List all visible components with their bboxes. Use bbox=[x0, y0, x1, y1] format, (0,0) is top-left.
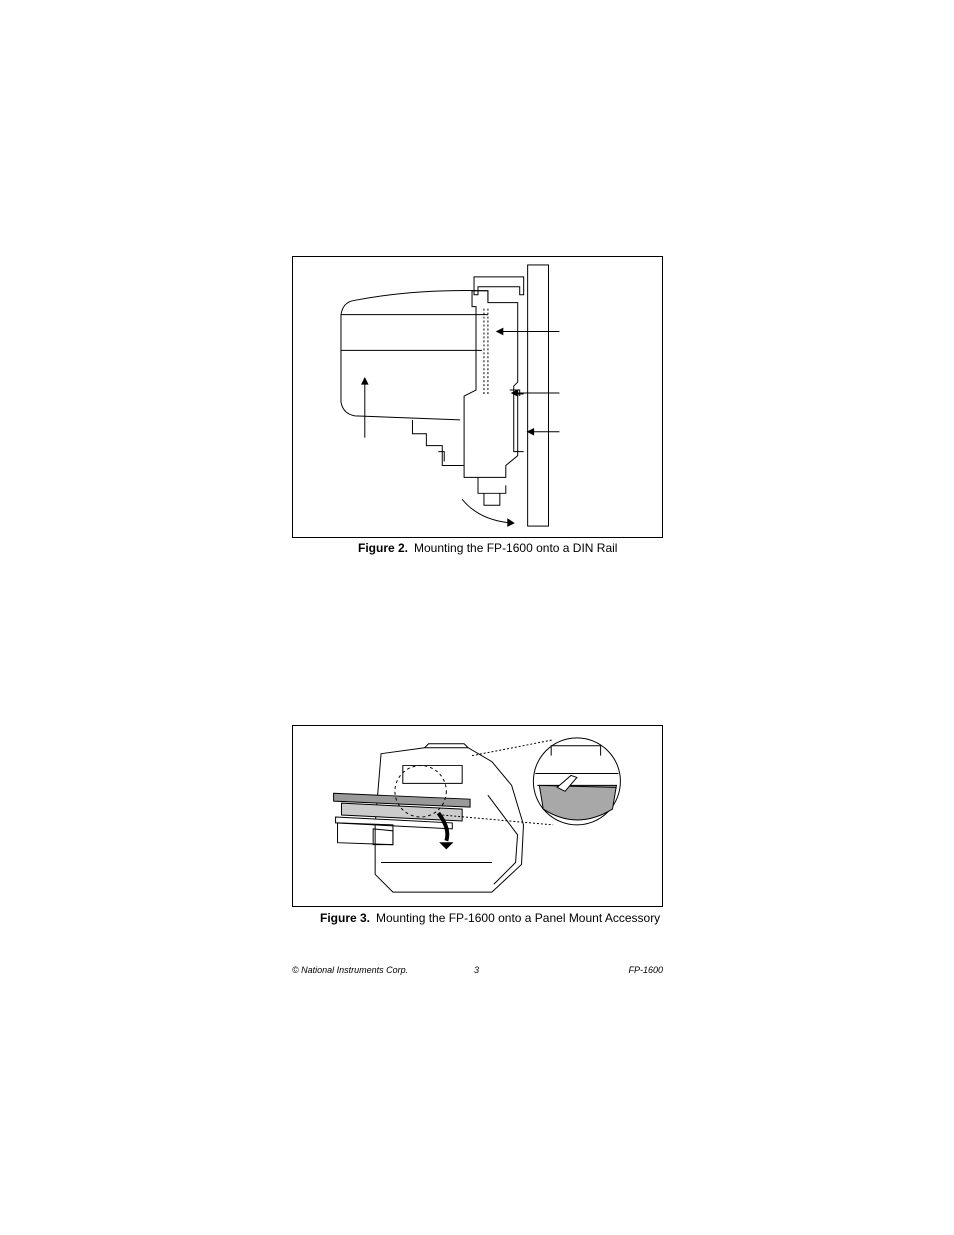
figure-2-caption bbox=[358, 541, 617, 555]
figure-2-illustration bbox=[292, 256, 663, 538]
bottom-latch bbox=[478, 477, 506, 493]
footer-page-number: 3 bbox=[474, 965, 480, 975]
din-rail-mounting-drawing bbox=[293, 257, 662, 537]
top-clip bbox=[474, 277, 524, 295]
panel-mount-drawing bbox=[293, 726, 662, 906]
module-front bbox=[341, 315, 460, 420]
figure-3-caption-text: Mounting the FP-1600 onto a Panel Mount Accessory bbox=[376, 911, 661, 925]
footer-product: FP-1600 bbox=[628, 965, 663, 975]
figure-3-illustration bbox=[292, 725, 663, 907]
figure-2-caption-text: Mounting the FP-1600 onto a DIN Rail bbox=[414, 541, 618, 555]
figure-2-number: Figure 2. bbox=[358, 541, 409, 555]
module-top-curve bbox=[353, 290, 488, 300]
mounting-panel bbox=[528, 265, 549, 526]
backplane bbox=[464, 291, 518, 478]
figure-3-caption bbox=[320, 911, 660, 925]
figure-3-number: Figure 3. bbox=[320, 911, 371, 925]
footer-copyright: © National Instruments Corp. bbox=[292, 965, 409, 975]
rotation-arrow bbox=[462, 499, 514, 523]
din-rail bbox=[514, 394, 524, 452]
